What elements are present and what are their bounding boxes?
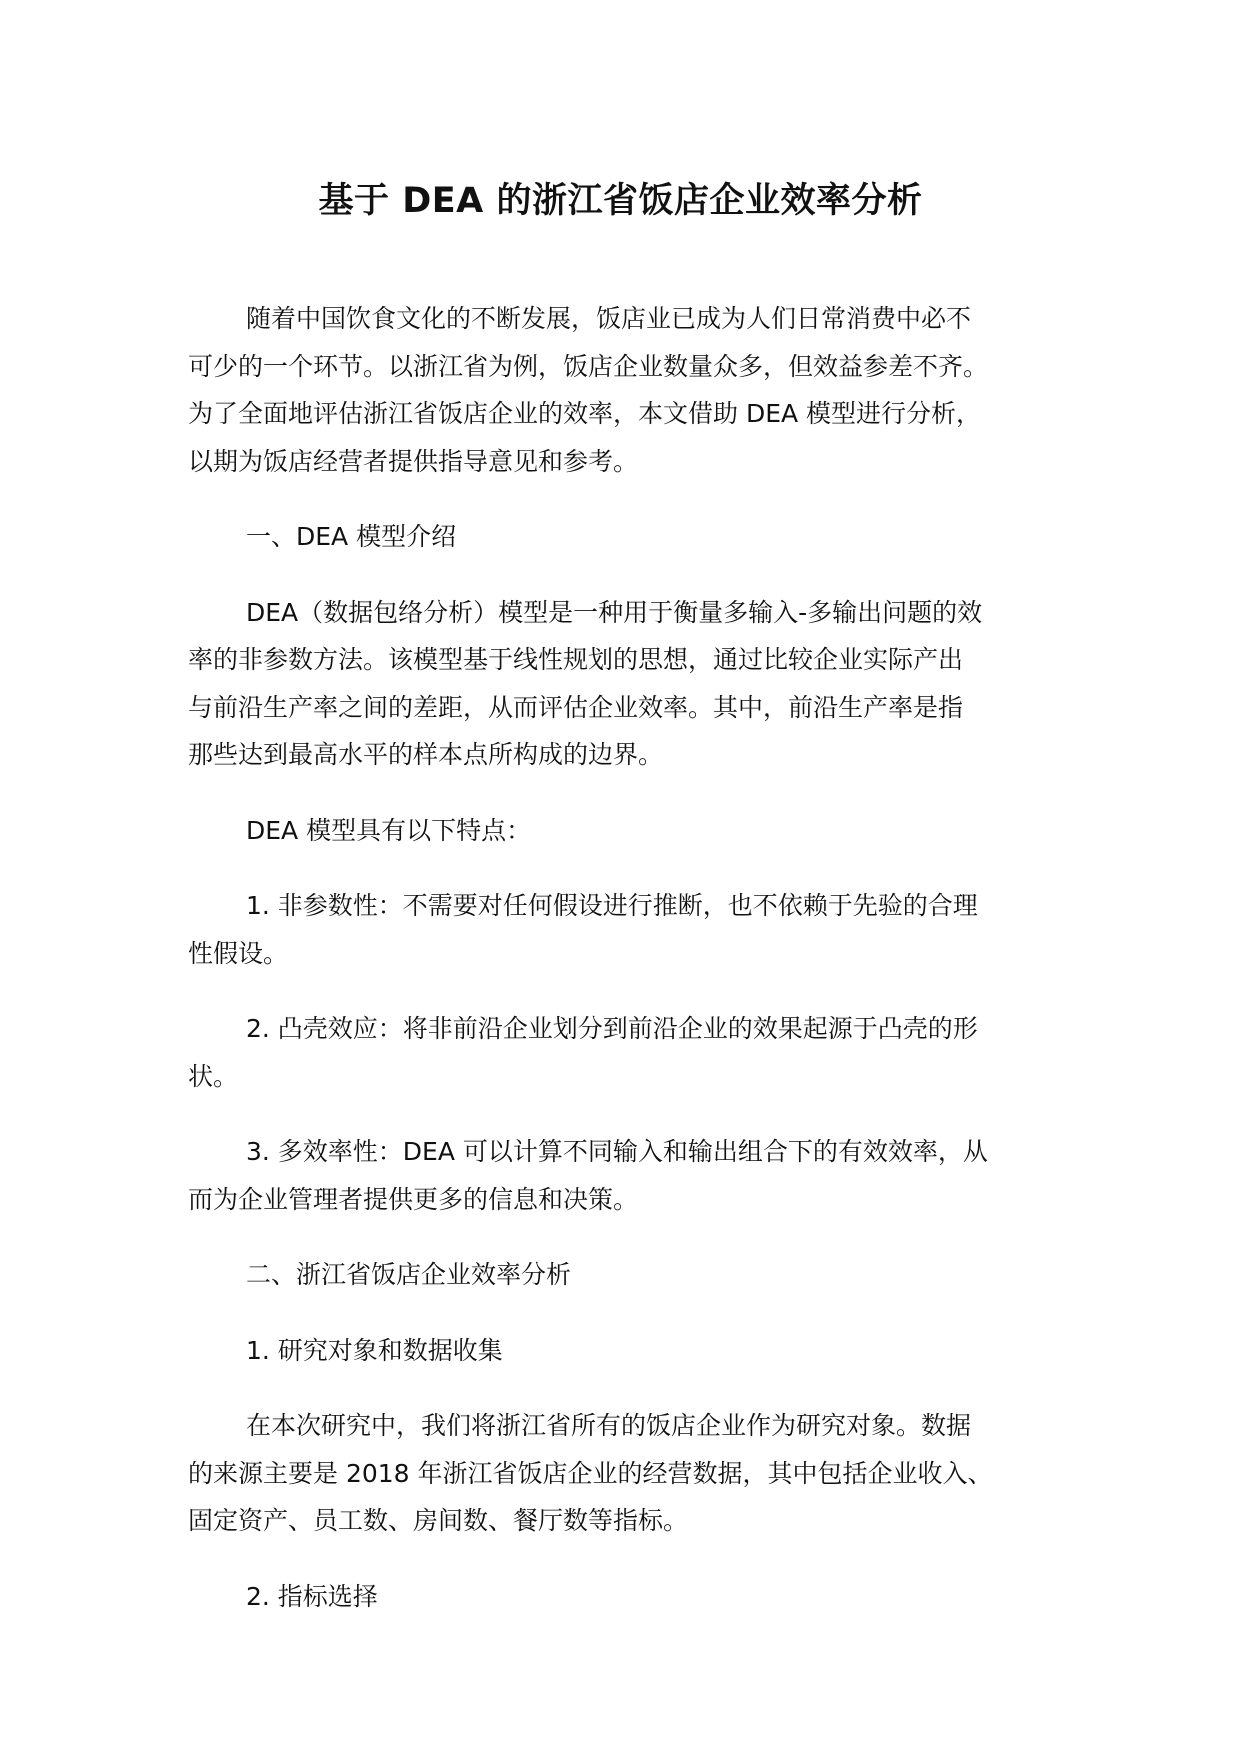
paragraph (188, 1251, 1053, 1299)
paragraph (188, 513, 1053, 561)
document-title: 基于 DEA 的浙江省饭店企业效率分析 (318, 181, 923, 221)
paragraph (188, 1327, 1053, 1375)
paragraph (188, 1402, 1053, 1545)
text-line: DEA 模型具有以下特点： (246, 815, 532, 845)
paragraph (188, 295, 1053, 485)
text-line: 以期为饭店经营者提供指导意见和参考。 (188, 446, 639, 476)
paragraph (188, 807, 1053, 855)
text-line: 二、浙江省饭店企业效率分析 (246, 1260, 572, 1289)
paragraph (188, 1128, 1053, 1223)
paragraph (188, 1005, 1053, 1100)
text-line: 可少的一个环节。以浙江省为例，饭店企业数量众多，但效益参差不齐。 (188, 351, 989, 381)
text-line: 随着中国饮食文化的不断发展，饭店业已成为人们日常消费中必不 (246, 304, 972, 333)
text-line: 率的非参数方法。该模型基于线性规划的思想，通过比较企业实际产出 (188, 645, 964, 674)
text-line: 状。 (188, 1061, 239, 1091)
text-line: 与前沿生产率之间的差距，从而评估企业效率。其中，前沿生产率是指 (188, 692, 964, 722)
text-line: 一、DEA 模型介绍 (246, 522, 457, 551)
text-line: 2. 凸壳效应：将非前沿企业划分到前沿企业的效果起源于凸壳的形 (246, 1014, 978, 1043)
text-line: 3. 多效率性：DEA 可以计算不同输入和输出组合下的有效效率，从 (246, 1137, 988, 1166)
paragraph (188, 1573, 1053, 1621)
text-line: 在本次研究中，我们将浙江省所有的饭店企业作为研究对象。数据 (246, 1411, 972, 1440)
text-line: 性假设。 (188, 938, 289, 968)
text-line: 而为企业管理者提供更多的信息和决策。 (188, 1184, 639, 1214)
text-line: DEA（数据包络分析）模型是一种用于衡量多输入-多输出问题的效 (246, 597, 983, 627)
text-line: 1. 研究对象和数据收集 (246, 1335, 503, 1365)
text-line: 那些达到最高水平的样本点所构成的边界。 (188, 740, 664, 769)
paragraph (188, 882, 1053, 977)
paragraph (188, 589, 1053, 779)
text-line: 的来源主要是 2018 年浙江省饭店企业的经营数据，其中包括企业收入、 (188, 1458, 993, 1488)
text-line: 为了全面地评估浙江省饭店企业的效率，本文借助 DEA 模型进行分析， (188, 399, 982, 428)
text-line: 固定资产、员工数、房间数、餐厅数等指标。 (188, 1506, 689, 1535)
document-body (188, 295, 1053, 1648)
text-line: 1. 非参数性：不需要对任何假设进行推断，也不依赖于先验的合理 (246, 891, 978, 920)
text-line: 2. 指标选择 (246, 1581, 378, 1611)
